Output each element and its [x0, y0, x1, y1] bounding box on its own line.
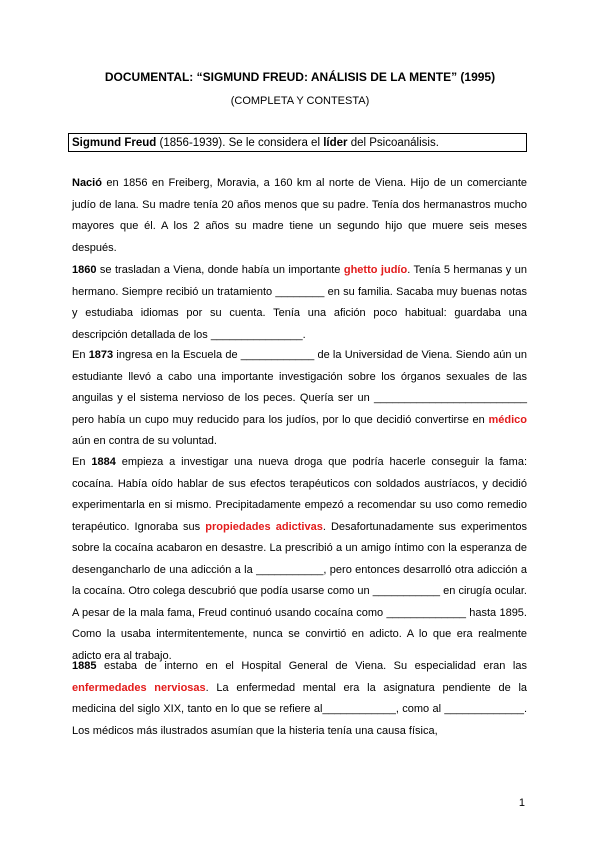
intro-text-b: del Psicoanálisis.	[347, 137, 439, 149]
intro-box	[68, 133, 527, 152]
p2-t4: .	[302, 328, 306, 341]
p4-red1: propiedades adictivas	[205, 520, 323, 533]
p3-t4: aún en contra de su voluntad.	[72, 435, 217, 447]
p5-year: 1885	[72, 660, 97, 672]
p4-t5: hasta 1895. Como la usaba intermitentemente, nunca se convirtió en adicto. A lo que era realmente adicto era al trabajo.	[72, 606, 527, 662]
p2-blank1[interactable]: ________	[275, 285, 325, 298]
paragraph-1885	[72, 656, 527, 742]
p2-t3: en su familia. Sacaba muy buenas notas y estudiaba idiomas por su cuenta. Tenía una afición poco habitual: guardaba una descripción detallada de los	[72, 285, 527, 341]
intro-leader: líder	[323, 137, 348, 149]
p3-t1: ingresa en la Escuela de	[113, 349, 241, 361]
intro-text-a: (1856-1939). Se le considera el	[156, 137, 324, 149]
p3-t0: En	[72, 349, 89, 361]
paragraph-birth	[72, 173, 527, 259]
p4-year: 1884	[91, 456, 116, 468]
paragraph-1884	[72, 452, 527, 667]
p4-t0: En	[72, 456, 92, 468]
document-title: DOCUMENTAL: “SIGMUND FREUD: ANÁLISIS DE LA MENTE” (1995)	[104, 70, 496, 84]
p2-year: 1860	[72, 264, 97, 276]
p4-blank3[interactable]: _____________	[386, 606, 466, 619]
p2-red1: ghetto judío	[343, 264, 408, 276]
p1-text: en 1856 en Freiberg, Moravia, a 160 km al norte de Viena. Hijo de un comerciante judío de lana. Su madre tenía 20 años menos que su padre. Tenía dos hermanastros mucho mayores que él. A los 2 años su madre tiene un segundo hijo que muere seis meses después.	[72, 177, 527, 254]
p5-t1: estaba de interno en el Hospital General de Viena. Su especialidad eran las	[96, 660, 527, 672]
p5-t4: . Los médicos más ilustrados asumían que la histeria tenía una causa física,	[72, 703, 527, 737]
p4-t2: . Desafortunadamente sus experimentos sobre la cocaína acabaron en desastre. La prescribió a un amigo íntimo con la esperanza de desengancharlo de una adicción a la	[72, 520, 528, 576]
p5-t2: . La enfermedad mental era la asignatura pendiente de la medicina del siglo XIX, tanto en lo que se refiere al	[72, 681, 528, 715]
p2-blank2[interactable]: _______________	[210, 328, 303, 341]
paragraph-1860	[72, 260, 527, 346]
p3-blank1[interactable]: ____________	[240, 349, 315, 361]
p1-bold: Nació	[72, 177, 102, 189]
p4-blank2[interactable]: ___________	[372, 585, 441, 597]
p3-blank2[interactable]: _________________________	[374, 392, 527, 404]
p3-red1: médico	[488, 413, 527, 426]
p4-t4: en cirugía ocular. A pesar de la mala fama, Freud continuó usando cocaína como	[72, 585, 527, 619]
paragraph-1873	[72, 345, 527, 453]
p4-t1: empieza a investigar una nueva droga que podría hacerle conseguir la fama: cocaína. Había oído hablar de sus efectos terapéuticos con soldados austríacos, y decidió experimentarla en si mismo. Precipitadamente empezó a recomendar su uso como remedio terapéutico. Ignoraba sus	[72, 456, 528, 533]
document-subtitle: (COMPLETA Y CONTESTA)	[230, 95, 370, 107]
p3-t3: pero había un cupo muy reducido para los judíos, por lo que decidió convertirse en	[72, 413, 489, 426]
p3-year: 1873	[88, 349, 114, 361]
p5-blank2[interactable]: _____________	[444, 703, 524, 715]
p5-red1: enfermedades nerviosas	[72, 681, 206, 694]
p4-blank1[interactable]: ___________	[256, 563, 324, 576]
p4-t3: , pero entonces desarrolló otra adicción a la cocaína. Otro colega descubrió que podía usarse como un	[72, 563, 527, 597]
intro-name: Sigmund Freud	[72, 137, 157, 149]
page-number: 1	[518, 797, 525, 809]
p5-blank1[interactable]: ____________	[322, 703, 396, 715]
p2-t1: se trasladan a Viena, donde había un importante	[96, 264, 344, 276]
p5-t3: , como al	[395, 703, 445, 715]
p2-t2: . Tenía 5 hermanas y un hermano. Siempre recibió un tratamiento	[72, 264, 527, 298]
p3-t2: de la Universidad de Viena. Siendo aún un estudiante llevó a cabo una importante investigación sobre los órganos sexuales de las anguilas y el sistema nervioso de los peces. Quería ser un	[72, 349, 527, 404]
